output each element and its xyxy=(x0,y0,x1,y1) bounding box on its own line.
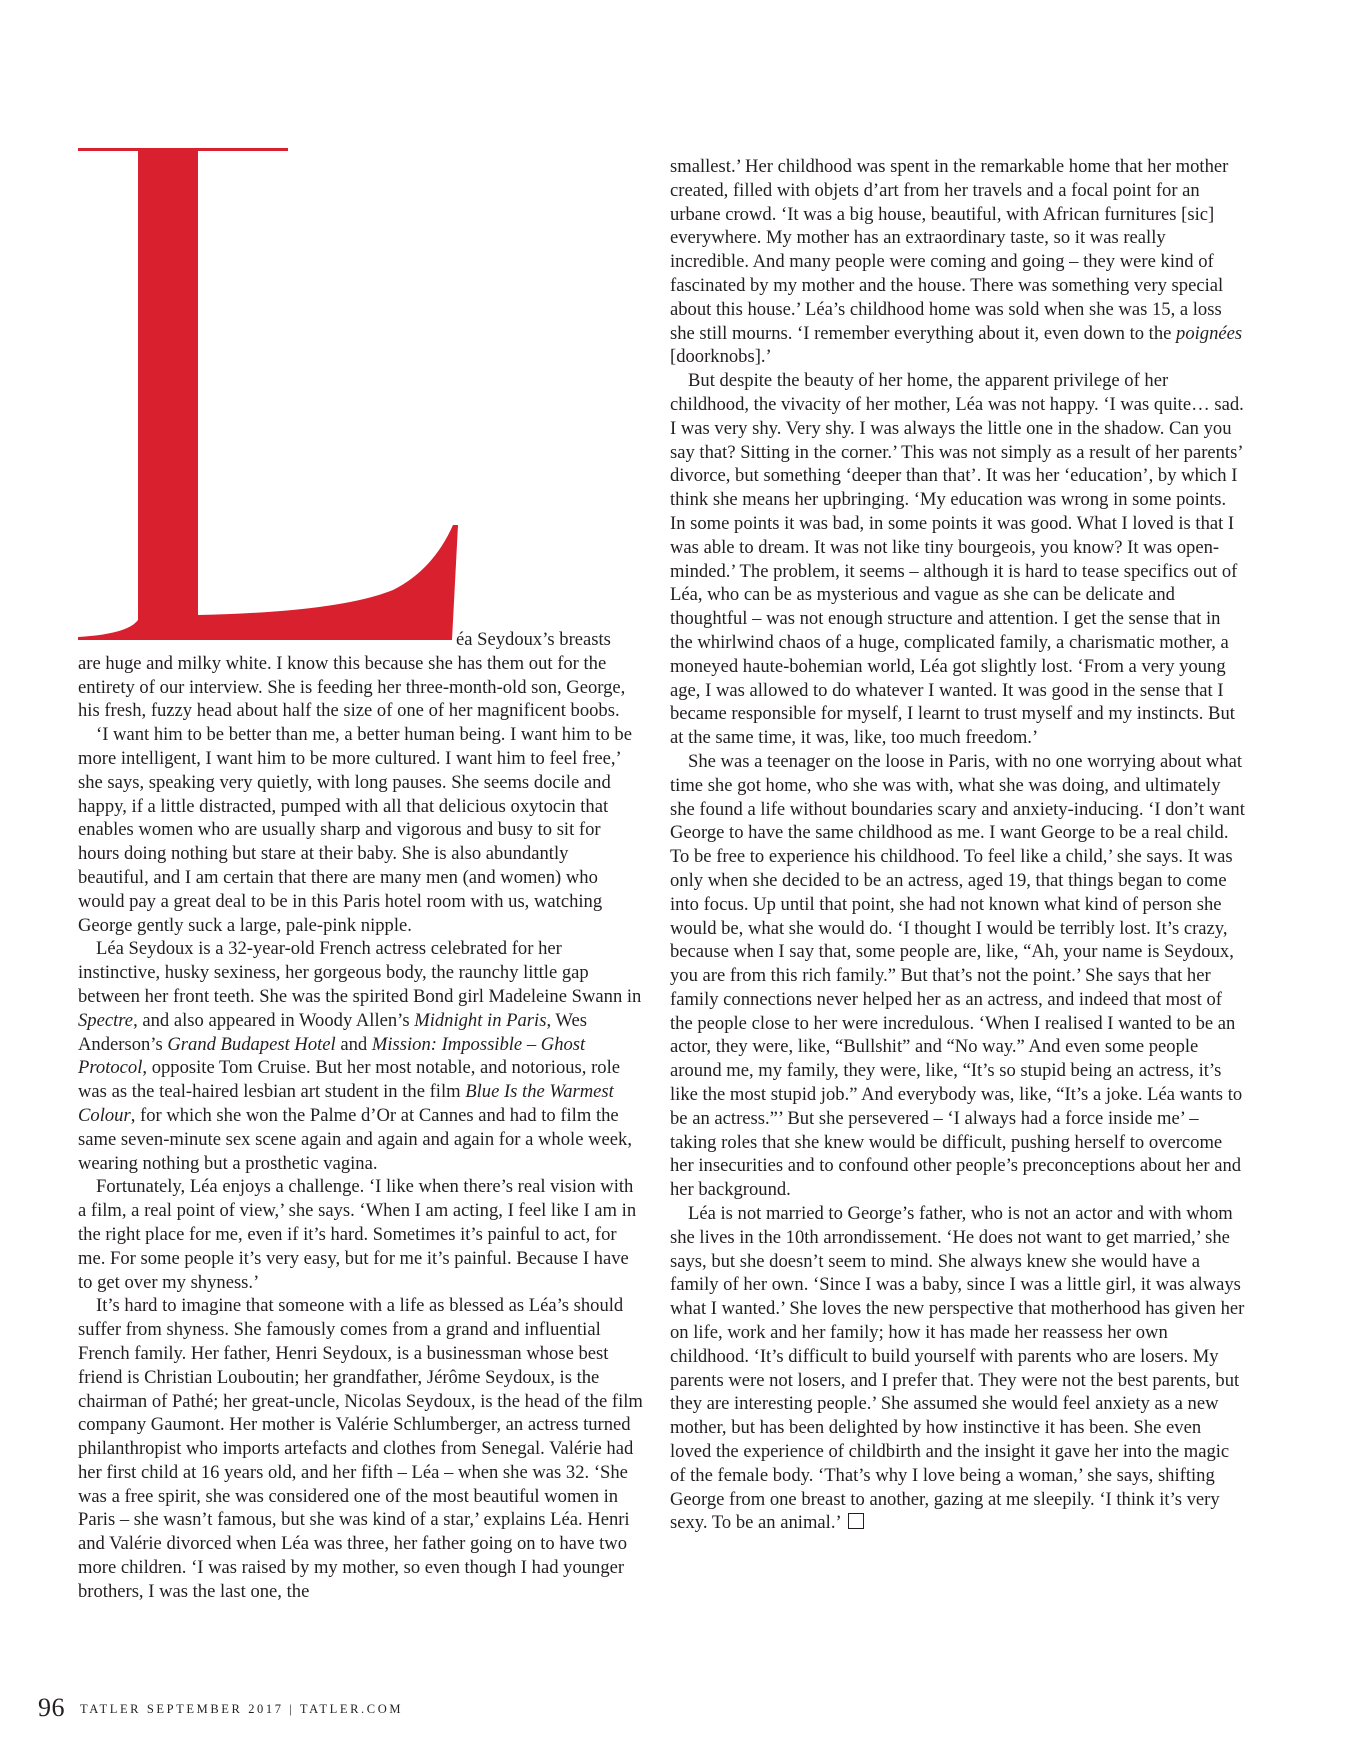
right-column xyxy=(670,155,1245,1535)
paragraph: But despite the beauty of her home, the apparent privilege of her childhood, the vivacity of her mother, Léa was not happy. ‘I was quite… sad. I was very shy. Very shy. I was always the little one in the shadow. Can you say that? Sitting in the corner.’ This was not simply as a result of her parents’ divorce, but something ‘deeper than that’. It was her ‘education’, by which I think she means her upbringing. ‘My education was wrong in some points. In some points it was bad, in some points it was good. What I loved is that I was able to dream. It was not like tiny bourgeois, you know? It was open-minded.’ The problem, it seems – although it is hard to tease specifics out of Léa, who can be as mysterious and vague as she can be delicate and thoughtful – was not enough structure and attention. I get the sense that in the whirlwind chaos of a huge, complicated family, a charismatic mother, a moneyed haute-bohemian world, Léa got slightly lost. ‘From a very young age, I was allowed to do whatever I wanted. It was good in the sense that I became responsible for myself, I learnt to trust myself and my instincts. But at the same time, it was, like, too much freedom.’ xyxy=(670,370,1244,749)
footer-text: TATLER SEPTEMBER 2017 | TATLER.COM xyxy=(80,1702,404,1716)
drop-cap-letter xyxy=(78,150,458,640)
paragraph: Léa is not married to George’s father, who is not an actor and with whom she lives in the 10th arrondissement. ‘He does not want to get married,’ she says, but she doesn’t seem to mind. She always knew she would have a family of her own. ‘Since I was a baby, since I was a little girl, it was always what I wanted.’ She loves the new perspective that motherhood has given her on life, work and her family; how it has made her reassess her own childhood. ‘It’s difficult to build yourself with parents who are losers. My parents were not losers, and I prefer that. They were not the best parents, but they are interesting people.’ She assumed she would feel anxiety as a new mother, but has been delighted by how instinctive it has been. She even loved the experience of childbirth and the insight it gave her into the magic of the female body. ‘That’s why I love being a woman,’ she says, shifting George from one breast to another, gazing at me sleepily. ‘I think it’s very sexy. To be an animal.’ xyxy=(670,1203,1245,1534)
page-number: 96 xyxy=(38,1693,65,1722)
end-mark-icon xyxy=(848,1513,864,1529)
svg-text:L: L xyxy=(78,150,79,151)
lead-fragment: éa Seydoux’s breasts xyxy=(456,629,611,650)
paragraph: Fortunately, Léa enjoys a challenge. ‘I like when there’s real vision with a film, a real point of view,’ she says. ‘When I am acting, I feel like I am in the right place for me, even if it’s hard. Sometimes it’s painful to act, for me. For some people it’s very easy, but for me it’s painful. Because I have to get over my shyness.’ xyxy=(78,1176,637,1293)
paragraph: smallest.’ Her childhood was spent in the remarkable home that her mother created, filled with objets d’art from her travels and a focal point for an urbane crowd. ‘It was a big house, beautiful, with African furnitures [sic] everywhere. My mother has an extraordinary taste, so it was really incredible. And many people were coming and going – they were kind of fascinated by my mother and the house. There was something very special about this house.’ Léa’s childhood home was sold when she was 15, a loss she still mourns. ‘I remember everything about it, even down to the poignées [doorknobs].’ xyxy=(670,156,1243,368)
left-column xyxy=(78,628,643,1604)
paragraph: It’s hard to imagine that someone with a life as blessed as Léa’s should suffer from shyness. She famously comes from a grand and influential French family. Her father, Henri Seydoux, is a businessman whose best friend is Christian Louboutin; her grandfather, Jérôme Seydoux, is the chairman of Pathé; her great-uncle, Nicolas Seydoux, is the head of the film company Gaumont. Her mother is Valérie Schlumberger, an actress turned philanthropist who imports artefacts and clothes from Senegal. Valérie had her first child at 16 years old, and her fifth – Léa – when she was 32. ‘She was a free spirit, she was considered one of the most beautiful women in Paris – she wasn’t famous, but she was kind of a star,’ explains Léa. Henri and Valérie divorced when Léa was three, her father going on to have two more children. ‘I was raised by my mother, so even though I had younger brothers, I was the last one, the xyxy=(78,1295,643,1602)
paragraph: Léa Seydoux is a 32-year-old French actress celebrated for her instinctive, husky sexiness, her gorgeous body, the raunchy little gap between her front teeth. She was the spirited Bond girl Madeleine Swann in Spectre, and also appeared in Woody Allen’s Midnight in Paris, Wes Anderson’s Grand Budapest Hotel and Mission: Impossible – Ghost Protocol, opposite Tom Cruise. But her most notable, and notorious, role was as the teal-haired lesbian art student in the film Blue Is the Warmest Colour, for which she won the Palme d’Or at Cannes and had to film the same seven-minute sex scene again and again and again for a whole week, wearing nothing but a prosthetic vagina. xyxy=(78,938,642,1174)
paragraph: ‘I want him to be better than me, a better human being. I want him to be more intelligent, I want him to be more cultured. I want him to feel free,’ she says, speaking very quietly, with long pauses. She seems docile and happy, if a little distracted, pumped with all that delicious oxytocin that enables women who are usually sharp and vigorous and busy to sit for hours doing nothing but stare at their baby. She is also abundantly beautiful, and I am certain that there are many men (and women) who would pay a great deal to be in this Paris hotel room with us, watching George gently suck a large, pale-pink nipple. xyxy=(78,724,632,936)
paragraph: She was a teenager on the loose in Paris, with no one worrying about what time she got home, who she was with, what she was doing, and ultimately she found a life without boundaries scary and anxiety-inducing. ‘I don’t want George to have the same childhood as me. I want George to be a real child. To be free to experience his childhood. To feel like a child,’ she says. It was only when she decided to be an actress, aged 19, that things began to come into focus. Up until that point, she had not known what kind of person she would be, what she would do. ‘I thought I would be terribly lost. It’s crazy, because when I say that, some people are, like, “Ah, your name is Seydoux, you are from this rich family.” But that’s not the point.’ She says that her family connections never helped her as an actress, and indeed that most of the people close to her were incredulous. ‘When I realised I wanted to be an actor, they were, like, “Bullshit” and “No way.” And even some people around me, my family, they were, like, “It’s so stupid being an actress, it’s like the most stupid job.” And everybody was, like, “It’s a joke. Léa wants to be an actress.”’ But she persevered – ‘I always had a force inside me’ – taking roles that she knew would be difficult, pushing herself to overcome her insecurities and to confound other people’s preconceptions about her and her background. xyxy=(670,750,1245,1201)
paragraph: are huge and milky white. I know this because she has them out for the entirety of our interview. She is feeding her three-month-old son, George, his fresh, fuzzy head about half the size of one of her magnificent boobs. xyxy=(78,652,626,722)
